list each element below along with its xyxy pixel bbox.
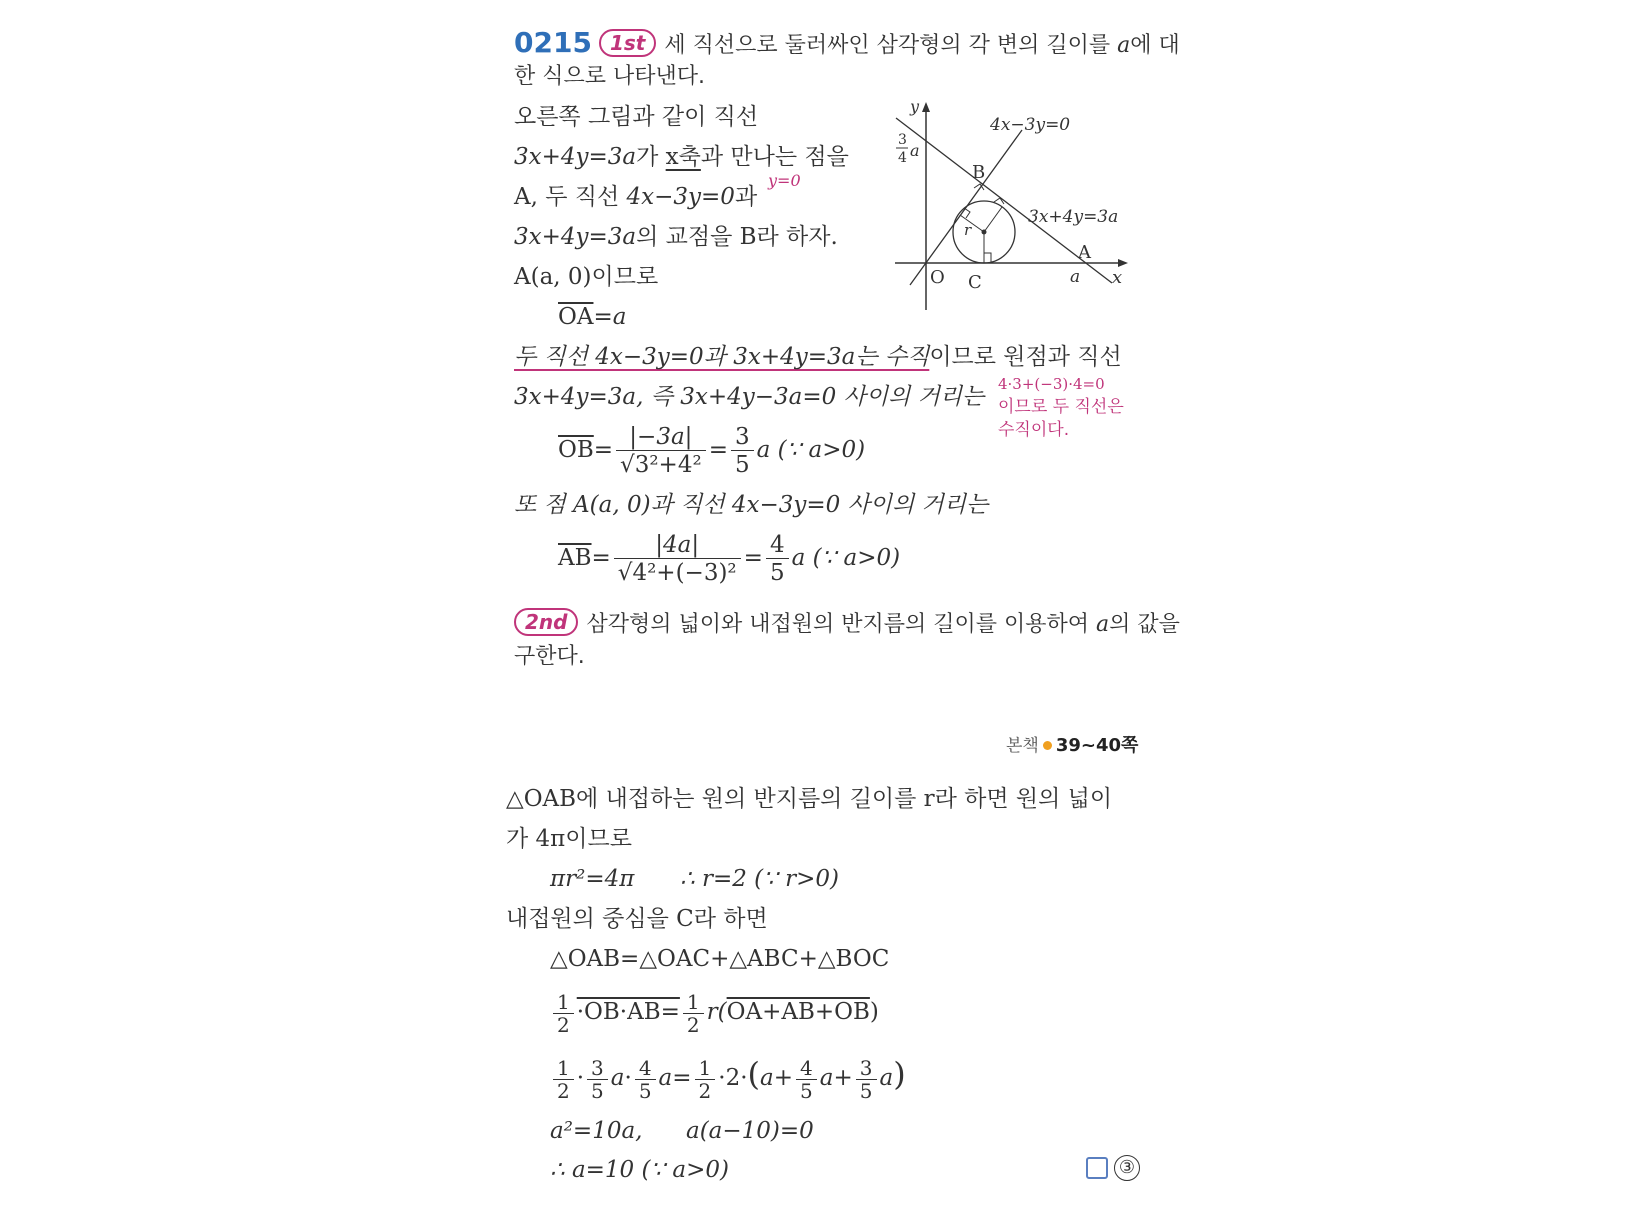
half-num-1: 1: [553, 991, 574, 1014]
body1-line4-b: 의 교점을 B라 하자.: [636, 224, 838, 250]
line1-label: 4x−3y=0: [990, 115, 1071, 135]
body3-line3b: ∴ r=2 (∵ r>0): [680, 866, 839, 892]
point-c-label: C: [968, 272, 982, 293]
y-int-num: 3: [898, 132, 907, 148]
ref-pages: 39~40쪽: [1055, 735, 1139, 756]
half-num-2: 1: [683, 991, 704, 1014]
ob-fraction: [616, 424, 706, 479]
y-int-var: a: [910, 141, 920, 160]
axis-x-label: x: [1112, 267, 1123, 288]
body2-line1-ul: 두 직선 4x−3y=0과 3x+4y=3a는 수직: [514, 344, 930, 370]
line6-mid: ·OB·AB=: [576, 999, 680, 1025]
half-den-2: 2: [686, 1012, 700, 1037]
step2-text-a: 삼각형의 넓이와 내접원의 반지름의 길이를 이용하여: [586, 612, 1096, 637]
line6-sum: OA+AB+OB: [726, 999, 870, 1025]
body2-line2: 3x+4y=3a, 즉 3x+4y−3a=0 사이의 거리는: [514, 384, 985, 410]
coordinate-figure: [880, 100, 1150, 315]
ob-eq: =: [708, 437, 728, 463]
x-axis-arrow-icon: [1118, 259, 1128, 267]
oa-label: $\overline{OA}$: [558, 304, 594, 330]
body1-line2-eq: 3x+4y=3a: [514, 144, 637, 170]
body1-line2-mid: 가: [636, 144, 666, 170]
ref-dot-icon: [1043, 741, 1052, 750]
oa-eq: =a: [593, 304, 627, 330]
step2-text-b: 의 값을: [1109, 612, 1180, 637]
point-b-label: B: [972, 162, 986, 183]
note-y0: y=0: [768, 171, 801, 190]
y-int-den: 4: [898, 150, 907, 166]
body3-line1: △OAB에 내접하는 원의 반지름의 길이를 r라 하면 원의 넓이: [506, 786, 1113, 812]
ob-label: $\overline{OB}$: [558, 437, 594, 463]
step1-var: a: [1117, 33, 1131, 58]
right-angle-c: [984, 253, 991, 263]
step1-badge: 1st: [599, 29, 656, 57]
body1-line1: 오른쪽 그림과 같이 직선: [514, 104, 759, 130]
body2-line1: [514, 342, 1122, 372]
step2-line1: [514, 608, 1180, 640]
body1-line2-end: 과 만나는 점을: [700, 144, 849, 170]
line6-r: r(: [706, 999, 727, 1025]
ob-formula: $\overline{OB}=$ $\frac{|-3a|}{\text{√3²+4²}}$ = $\frac{3}{5}$ a (∵ a>0): [558, 423, 866, 478]
a-label: a: [1070, 267, 1081, 287]
perp-note-2: 이므로 두 직선은: [998, 397, 1124, 417]
ob-res-num: 3: [731, 424, 754, 451]
ob-num: |−3a|: [616, 424, 706, 451]
ref-label: 본책: [1006, 736, 1039, 756]
body1-line3-a: A, 두 직선: [514, 184, 627, 210]
ab-formula: $\overline{AB}=$ $\frac{|4a|}{\text{√4²+(−3)²}}$ = $\frac{4}{5}$ a (∵ a>0): [558, 531, 901, 586]
ab-den: √4²+(−3)²: [617, 559, 737, 586]
half-frac-1: [553, 991, 574, 1036]
body1-line2-ul: x축: [665, 144, 701, 170]
radius-label: r: [964, 221, 972, 239]
ab-label: $\overline{AB}$: [558, 545, 592, 571]
half-frac-2: [683, 991, 704, 1036]
answer-icon: [1086, 1157, 1108, 1179]
body3-line8b: a(a−10)=0: [686, 1118, 814, 1144]
book-reference: [1006, 731, 1138, 757]
y-axis-arrow-icon: [922, 102, 930, 112]
body3-line3a: πr²=4π: [550, 866, 635, 892]
line6-close: ): [869, 999, 879, 1025]
ab-fraction: [614, 532, 741, 587]
ob-result: [731, 424, 754, 479]
step2-text-c: 구한다.: [514, 644, 585, 669]
step1-text-a: 세 직선으로 둘러싸인 삼각형의 각 변의 길이를: [664, 33, 1118, 58]
problem-number: 0215: [514, 26, 592, 59]
perp-note-1: 4·3+(−3)·4=0: [998, 375, 1105, 393]
body3-line4: 내접원의 중심을 C라 하면: [506, 906, 768, 932]
body1-line2: [514, 142, 849, 172]
problem-header: [514, 28, 1180, 61]
perp-note-3: 수직이다.: [998, 420, 1070, 440]
ab-num: |4a|: [614, 532, 741, 559]
body3-line6: [550, 982, 879, 1042]
ab-res-num: 4: [766, 532, 789, 559]
body1-line4-eq: 3x+4y=3a: [514, 224, 637, 250]
answer-value: ③: [1114, 1155, 1140, 1181]
body3-line7: $\frac{1}{2}$ · $\frac{3}{5}$ a· $\frac{4}{5}$ a= $\frac{1}{2}$ ·2·(a+ $\frac{4}{5}$ a+ $\frac{3}{5}$ a): [550, 1044, 906, 1108]
step1-text-c: 한 식으로 나타낸다.: [514, 64, 705, 89]
oa-line: [558, 302, 626, 332]
ab-result: [766, 532, 789, 587]
body3-line5: △OAB=△OAC+△ABC+△BOC: [550, 946, 890, 972]
answer: [1086, 1154, 1140, 1181]
radius-up: [984, 207, 1002, 232]
ob-den: √3²+4²: [620, 451, 702, 478]
body1-line3: [514, 182, 757, 212]
step1-text-b: 에 대: [1130, 33, 1180, 58]
body1-line3-b: 과: [734, 184, 758, 210]
step2-badge: 2nd: [514, 608, 578, 636]
ob-res-den: 5: [734, 451, 750, 478]
body1-line5: A(a, 0)이므로: [514, 264, 659, 290]
axis-y-label: y: [910, 100, 920, 116]
line2-label: 3x+4y=3a: [1028, 207, 1119, 227]
body3-line9: ∴ a=10 (∵ a>0): [550, 1157, 730, 1183]
perp-note: [998, 373, 1124, 442]
body3-line2: 가 4π이므로: [506, 826, 632, 852]
ab-res-den: 5: [769, 559, 785, 586]
ab-tail: a (∵ a>0): [791, 545, 901, 571]
ob-tail: a (∵ a>0): [756, 437, 866, 463]
body2-line3: 또 점 A(a, 0)과 직선 4x−3y=0 사이의 거리는: [514, 492, 989, 518]
body1-line3-eq: 4x−3y=0: [626, 184, 735, 210]
half-den-1: 2: [557, 1012, 570, 1037]
point-a-label: A: [1078, 242, 1091, 263]
body1-line4: [514, 222, 838, 252]
origin-label: O: [930, 267, 945, 288]
body2-line1-rest: 이므로 원점과 직선: [929, 344, 1122, 370]
step2-var: a: [1096, 612, 1110, 637]
body3-line8: a²=10a,: [550, 1118, 643, 1144]
